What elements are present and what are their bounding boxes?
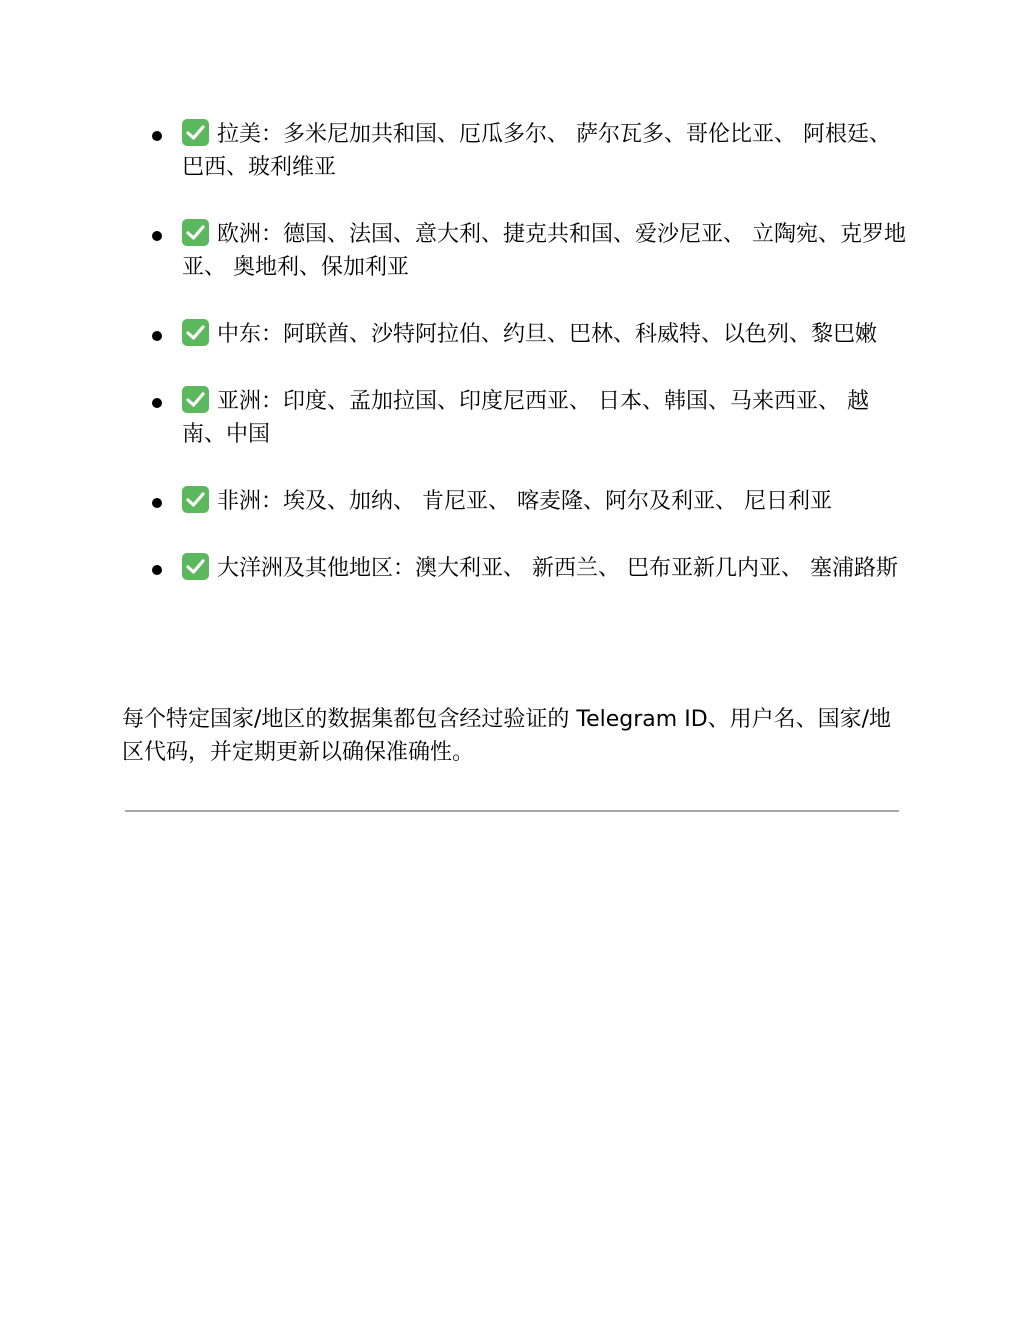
region-text-africa: 非洲：埃及、加纳、 肯尼亚、 喀麦隆、阿尔及利亚、 尼日利亚 bbox=[217, 489, 832, 514]
region-list bbox=[150, 118, 910, 619]
check-mark-icon bbox=[182, 219, 209, 246]
region-text-oceania-other: 大洋洲及其他地区：澳大利亚、 新西兰、 巴布亚新几内亚、 塞浦路斯 bbox=[217, 556, 898, 581]
list-item bbox=[150, 318, 910, 351]
check-mark-icon bbox=[182, 119, 209, 146]
bullet-icon bbox=[152, 398, 162, 408]
bullet-icon bbox=[152, 231, 162, 241]
region-text-middle-east: 中东：阿联酋、沙特阿拉伯、约旦、巴林、科威特、以色列、黎巴嫩 bbox=[217, 322, 878, 347]
bullet-icon bbox=[152, 331, 162, 341]
region-text-latin-america: 拉美：多米尼加共和国、厄瓜多尔、 萨尔瓦多、哥伦比亚、 阿根廷、巴西、玻利维亚 bbox=[182, 122, 891, 180]
bullet-icon bbox=[152, 498, 162, 508]
bullet-icon bbox=[152, 131, 162, 141]
list-item bbox=[150, 552, 910, 585]
region-text-asia: 亚洲：印度、孟加拉国、印度尼西亚、 日本、韩国、马来西亚、 越南、中国 bbox=[182, 389, 869, 447]
list-item bbox=[150, 118, 910, 184]
check-mark-icon bbox=[182, 553, 209, 580]
list-item bbox=[150, 485, 910, 518]
horizontal-divider bbox=[125, 810, 899, 812]
summary-paragraph: 每个特定国家/地区的数据集都包含经过验证的 Telegram ID、用户名、国家/地区代码，并定期更新以确保准确性。 bbox=[122, 707, 892, 765]
region-text-europe: 欧洲：德国、法国、意大利、捷克共和国、爱沙尼亚、 立陶宛、克罗地亚、 奥地利、保加利亚 bbox=[182, 222, 906, 280]
list-item bbox=[150, 218, 910, 284]
check-mark-icon bbox=[182, 486, 209, 513]
check-mark-icon bbox=[182, 319, 209, 346]
bullet-icon bbox=[152, 565, 162, 575]
list-item bbox=[150, 385, 910, 451]
check-mark-icon bbox=[182, 386, 209, 413]
